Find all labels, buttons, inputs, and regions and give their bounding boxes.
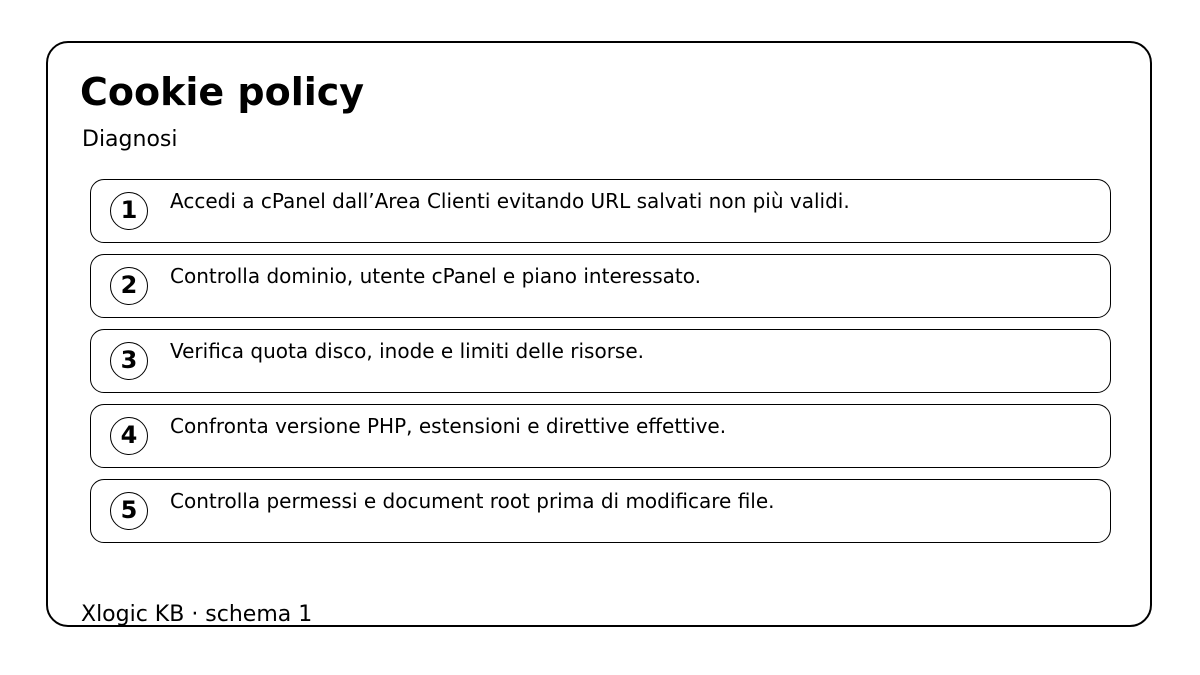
step-item-4 (90, 404, 1111, 468)
step-item-3 (90, 329, 1111, 393)
step-text: Controlla dominio, utente cPanel e piano interessato. (170, 264, 702, 288)
step-number-badge: 1 (110, 192, 148, 230)
step-text: Accedi a cPanel dall’Area Clienti evitando URL salvati non più validi. (170, 189, 850, 213)
step-text: Controlla permessi e document root prima di modificare file. (170, 489, 775, 513)
step-text: Confronta versione PHP, estensioni e direttive effettive. (170, 414, 727, 438)
section-subtitle: Diagnosi (82, 127, 178, 152)
step-number-badge: 3 (110, 342, 148, 380)
step-text: Verifica quota disco, inode e limiti delle risorse. (170, 339, 645, 363)
step-number-badge: 4 (110, 417, 148, 455)
step-item-2 (90, 254, 1111, 318)
step-item-5 (90, 479, 1111, 543)
step-number-badge: 2 (110, 267, 148, 305)
step-number-badge: 5 (110, 492, 148, 530)
page-title: Cookie policy (80, 70, 365, 114)
steps-list (90, 179, 1111, 554)
step-item-1 (90, 179, 1111, 243)
footer-caption: Xlogic KB · schema 1 (81, 602, 313, 627)
